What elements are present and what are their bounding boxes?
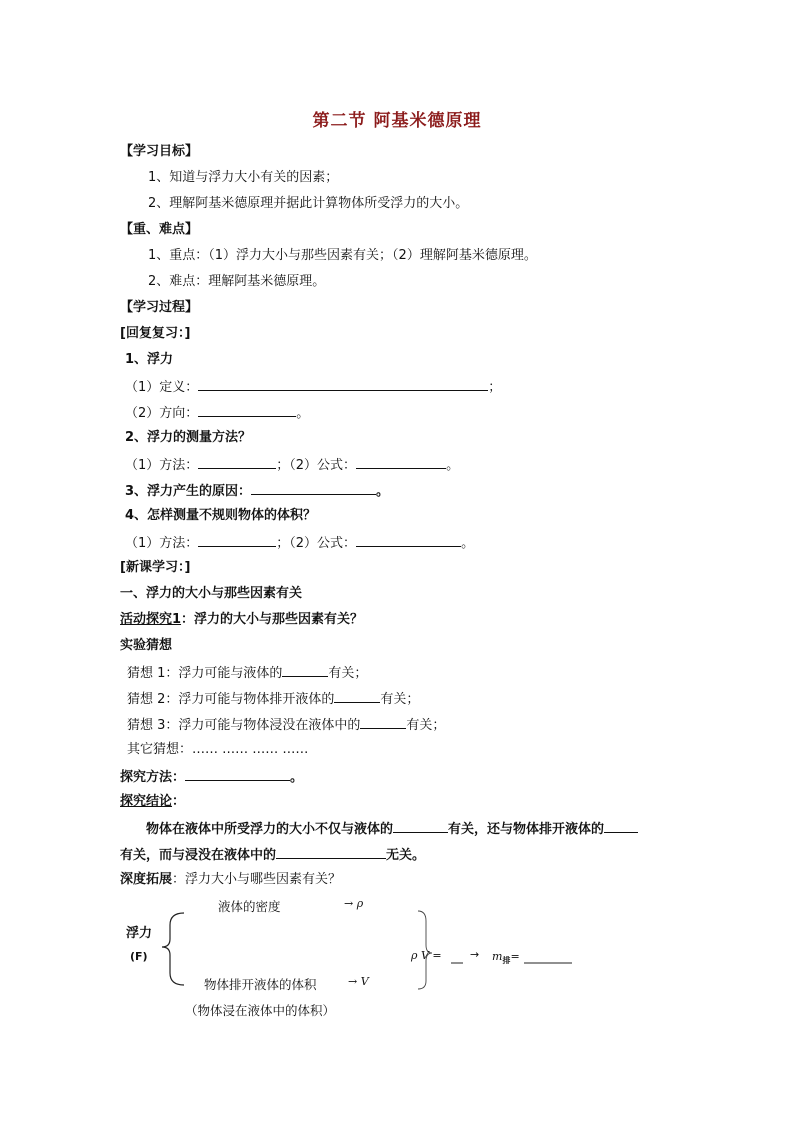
definition-blank[interactable] — [198, 377, 488, 391]
new-lesson-heading: [新课学习：] — [120, 560, 191, 575]
guess-1: 猜想 1：浮力可能与液体的 有关； — [127, 663, 367, 683]
guess-3-blank[interactable] — [360, 715, 406, 729]
diagram-m: $m_排=$ — [492, 950, 520, 966]
q4-method-blank[interactable] — [198, 533, 276, 547]
direction-blank[interactable] — [198, 403, 296, 417]
objective-item-2: 2、理解阿基米德原理并据此计算物体所受浮力的大小。 — [148, 196, 469, 211]
question-3: 3、浮力产生的原因： 。 — [125, 481, 389, 501]
diagram-arrow-m: → — [470, 948, 480, 961]
guess-2-blank[interactable] — [334, 689, 380, 703]
left-brace — [162, 913, 184, 985]
extension-heading: 深度拓展：浮力大小与哪些因素有关？ — [120, 872, 342, 887]
guess-3: 猜想 3：浮力可能与物体浸没在液体中的 有关； — [127, 715, 445, 735]
diagram-density-label: 液体的密度 — [218, 899, 281, 914]
question-1-direction: （2）方向： 。 — [125, 403, 309, 423]
diagram-volume-note: （物体浸在液体中的体积） — [185, 1003, 336, 1018]
question-1: 1、浮力 — [125, 352, 174, 367]
q2-formula-blank[interactable] — [356, 455, 446, 469]
guess-heading: 实验猜想 — [120, 638, 173, 653]
key-point-item-2: 2、难点：理解阿基米德原理。 — [148, 274, 326, 289]
question-4-answers: （1）方法： ；（2）公式： 。 — [125, 533, 474, 553]
question-1-definition: （1）定义： ； — [125, 377, 501, 397]
guess-2: 猜想 2：浮力可能与物体排开液体的 有关； — [127, 689, 419, 709]
section-1-heading: 一、浮力的大小与那些因素有关 — [120, 586, 303, 601]
guess-other: 其它猜想：…… …… …… …… — [127, 742, 309, 757]
conclusion-blank-2[interactable] — [604, 819, 638, 833]
review-heading: [回复复习：] — [120, 326, 191, 341]
conclusion-blank-3[interactable] — [276, 845, 386, 859]
diagram-buoyancy-label: 浮力 — [126, 926, 153, 941]
key-points-heading: 【重、难点】 — [120, 222, 199, 237]
process-heading: 【学习过程】 — [120, 300, 199, 315]
conclusion-line-2: 有关，而与浸没在液体中的 无关。 — [120, 845, 425, 865]
diagram-volume-label: 物体排开液体的体积 — [204, 977, 317, 992]
conclusion-line-1: 物体在液体中所受浮力的大小不仅与液体的 有关，还与物体排开液体的 — [146, 819, 638, 839]
diagram-symbol-f: (F) — [130, 950, 148, 963]
question-2-answers: （1）方法： ；（2）公式： 。 — [125, 455, 459, 475]
page-title: 第二节 阿基米德原理 — [312, 111, 482, 131]
guess-1-blank[interactable] — [282, 663, 328, 677]
conclusion-blank-1[interactable] — [393, 819, 448, 833]
question-2: 2、浮力的测量方法？ — [125, 430, 252, 445]
q2-method-blank[interactable] — [198, 455, 276, 469]
q3-cause-blank[interactable] — [251, 481, 376, 495]
objectives-heading: 【学习目标】 — [120, 144, 199, 159]
activity-heading: 活动探究1：浮力的大小与那些因素有关？ — [120, 612, 364, 627]
q4-formula-blank[interactable] — [356, 533, 461, 547]
conclusion-heading: 探究结论： — [120, 794, 186, 809]
method-blank[interactable] — [185, 767, 290, 781]
buoyancy-factors-diagram — [120, 895, 600, 1025]
key-point-item-1: 1、重点：（1）浮力大小与那些因素有关；（2）理解阿基米德原理。 — [148, 248, 537, 263]
question-4: 4、怎样测量不规则物体的体积？ — [125, 508, 317, 523]
method-line: 探究方法： 。 — [120, 767, 303, 787]
objective-item-1: 1、知道与浮力大小有关的因素； — [148, 170, 339, 185]
diagram-arrow-rho: → ρ — [344, 897, 364, 910]
diagram-rho-v: ρ V = — [411, 949, 442, 962]
diagram-arrow-v: → V — [348, 975, 369, 988]
